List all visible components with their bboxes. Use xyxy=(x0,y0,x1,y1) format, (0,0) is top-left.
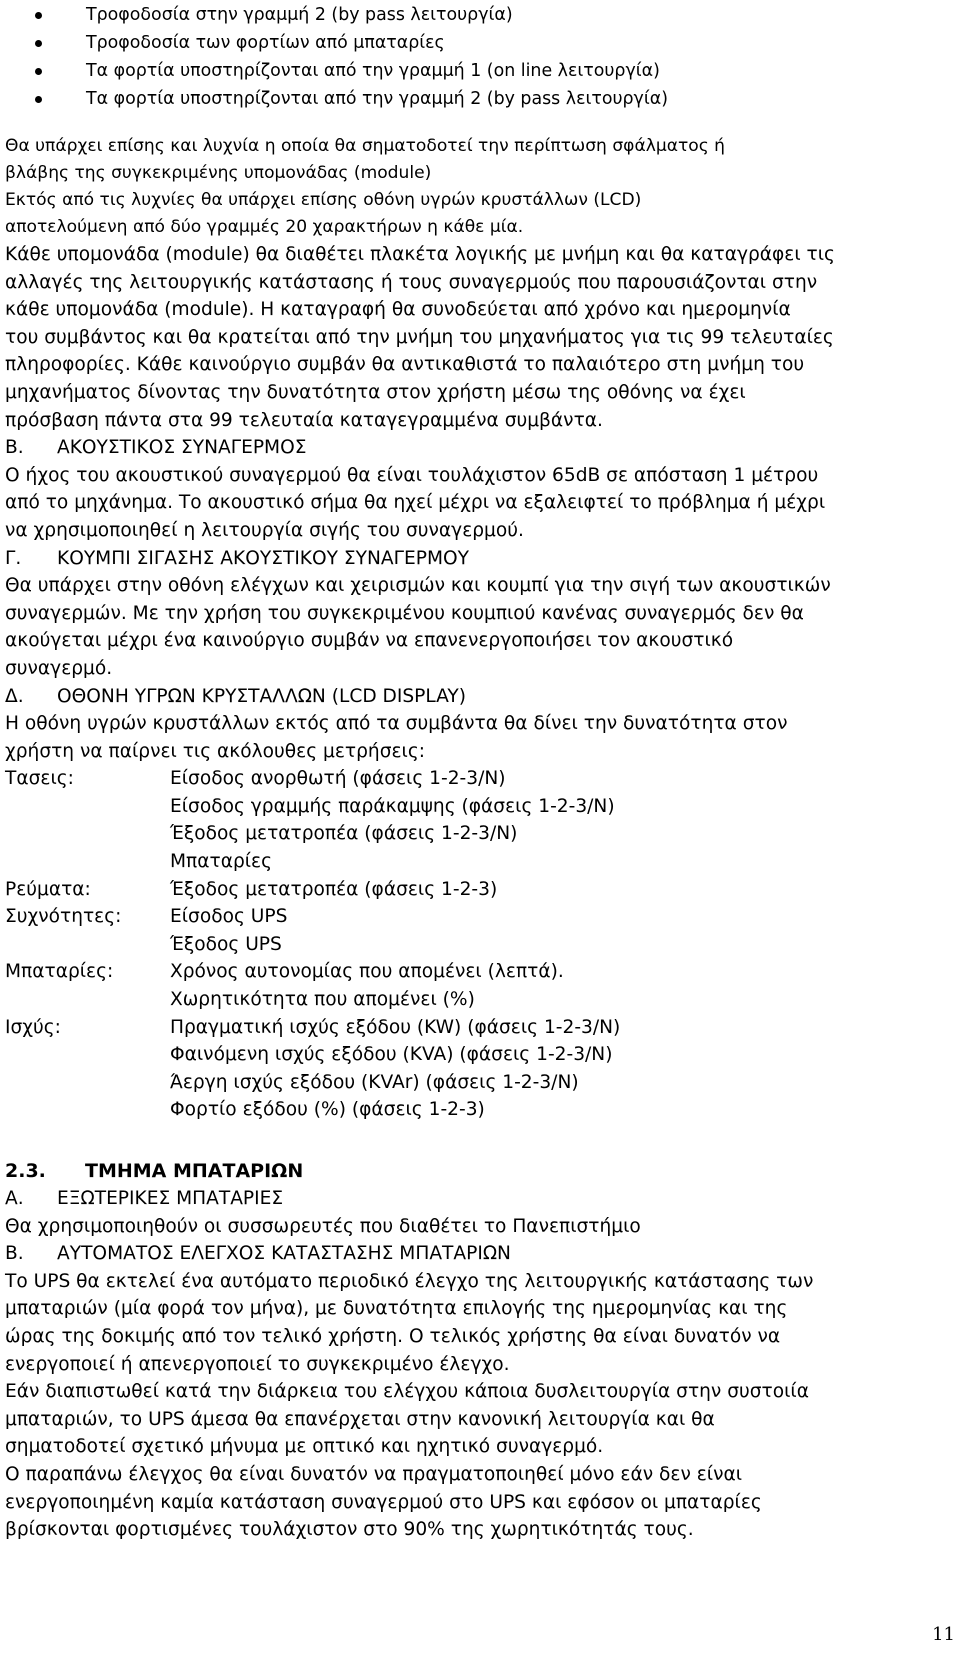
text-line: κάθε υπομονάδα (module). Η καταγραφή θα συνοδεύεται από χρόνο και ημερομηνία xyxy=(5,299,791,321)
section-heading-title: ΕΞΩΤΕΡΙΚΕΣ ΜΠΑΤΑΡΙΕΣ xyxy=(57,1188,284,1209)
lamp-paragraph xyxy=(5,133,925,241)
measurement-label xyxy=(5,820,170,848)
text-line: να χρησιμοποιηθεί η λειτουργία σιγής του συναγερμού. xyxy=(5,519,524,541)
text-line: αλλαγές της λειτουργικής κατάστασης ή τους συναγερμούς που παρουσιάζονται στην xyxy=(5,271,818,293)
text-line: συναγερμό. xyxy=(5,657,113,679)
measurement-row xyxy=(5,765,925,793)
measurement-label xyxy=(5,1096,170,1124)
measurement-row xyxy=(5,848,925,876)
section-heading xyxy=(5,434,925,462)
measurement-row xyxy=(5,986,925,1014)
section-heading xyxy=(5,1185,925,1213)
text-line: σηματοδοτεί σχετικό μήνυμα με οπτικό και ηχητικό συναγερμό. xyxy=(5,1436,604,1458)
measurement-label: Ισχύς: xyxy=(5,1016,61,1038)
measurement-value: Φορτίο εξόδου (%) (φάσεις 1-2-3) xyxy=(170,1099,485,1121)
measurement-label xyxy=(5,793,170,821)
bullet-dot-icon xyxy=(35,68,42,75)
measurement-row xyxy=(5,793,925,821)
section-title-batteries xyxy=(5,1158,925,1185)
text-line: συναγερμών. Με την χρήση του συγκεκριμένου κουμπιού κανένας συναγερμός δεν θα xyxy=(5,602,804,624)
text-line: πληροφορίες. Κάθε καινούργιο συμβάν θα αντικαθιστά το παλαιότερο στη μνήμη του xyxy=(5,354,805,376)
text-line: Το UPS θα εκτελεί ένα αυτόματο περιοδικό έλεγχο της λειτουργικής κατάστασης των xyxy=(5,1270,814,1292)
section-c xyxy=(5,545,925,683)
section-letter: Α. xyxy=(5,1188,24,1209)
section-title-text: ΤΜΗΜΑ ΜΠΑΤΑΡΙΩΝ xyxy=(85,1160,304,1182)
measurement-label: Τασεις: xyxy=(5,768,74,790)
measurement-row xyxy=(5,931,925,959)
section-letter: Β. xyxy=(5,437,24,459)
measurement-row xyxy=(5,1069,925,1097)
bullet-item: Τροφοδοσία στην γραμμή 2 (by pass λειτουργία) xyxy=(5,1,925,29)
text-line: Ο ήχος του ακουστικού συναγερμού θα είναι τουλάχιστον 65dB σε απόσταση 1 μέτρου xyxy=(5,464,819,486)
measurement-label xyxy=(5,848,170,876)
measurement-row xyxy=(5,876,925,904)
section-letter: Δ. xyxy=(5,685,24,707)
measurement-label: Συχνότητες: xyxy=(5,906,122,928)
section-d xyxy=(5,683,925,766)
measurement-row xyxy=(5,903,925,931)
text-line: ενεργοποιημένη καμία κατάσταση συναγερμού στο UPS και εφόσον οι μπαταρίες xyxy=(5,1491,762,1513)
measurement-label: Ρεύματα: xyxy=(5,878,91,900)
measurement-label xyxy=(5,1041,170,1069)
measurement-label: Μπαταρίες: xyxy=(5,961,114,983)
measurement-value: Χρόνος αυτονομίας που απομένει (λεπτά). xyxy=(170,961,564,983)
bullet-dot-icon xyxy=(35,12,42,19)
text-line: Εκτός από τις λυχνίες θα υπάρχει επίσης οθόνη υγρών κρυστάλλων (LCD) xyxy=(5,190,642,210)
text-line: Κάθε υπομονάδα (module) θα διαθέτει πλακέτα λογικής με μνήμη και θα καταγράφει τις xyxy=(5,244,835,265)
measurement-value: Έξοδος μετατροπέα (φάσεις 1-2-3/N) xyxy=(170,823,518,845)
text-line: βρίσκονται φορτισμένες τουλάχιστον στο 90% της χωρητικότητάς τους. xyxy=(5,1519,694,1541)
section-23a xyxy=(5,1185,925,1240)
measurement-value: Έξοδος μετατροπέα (φάσεις 1-2-3) xyxy=(170,878,498,900)
section-heading xyxy=(5,545,925,573)
bullet-item: Τα φορτία υποστηρίζονται από την γραμμή 1 (on line λειτουργία) xyxy=(5,57,925,85)
section-number: 2.3. xyxy=(5,1160,46,1182)
section-heading-title: ΑΥΤΟΜΑΤΟΣ ΕΛΕΓΧΟΣ ΚΑΤΑΣΤΑΣΗΣ ΜΠΑΤΑΡΙΩΝ xyxy=(57,1243,511,1265)
text-line: Θα υπάρχει επίσης και λυχνία η οποία θα σηματοδοτεί την περίπτωση σφάλματος ή xyxy=(5,136,726,156)
bullet-list xyxy=(5,0,925,113)
measurement-row xyxy=(5,958,925,986)
module-paragraph xyxy=(5,241,925,434)
text-line: βλάβης της συγκεκριμένης υπομονάδας (module) xyxy=(5,163,432,183)
section-heading xyxy=(5,1240,925,1268)
text-line: Θα υπάρχει στην οθόνη ελέγχων και χειρισμών και κουμπί για την σιγή των ακουστικών xyxy=(5,575,831,597)
measurement-row xyxy=(5,1096,925,1124)
measurement-value: Είσοδος ανορθωτή (φάσεις 1-2-3/N) xyxy=(170,768,506,790)
measurement-value: Μπαταρίες xyxy=(170,851,273,873)
section-letter: Γ. xyxy=(5,547,22,569)
section-heading xyxy=(5,683,925,711)
text-line: του συμβάντος και θα κρατείται από την μνήμη του μηχανήματος για τις 99 τελευταίες xyxy=(5,326,834,348)
document-page xyxy=(5,0,925,1544)
measurement-value: Άεργη ισχύς εξόδου (KVAr) (φάσεις 1-2-3/N) xyxy=(170,1071,579,1093)
text-line: ώρας της δοκιμής από τον τελικό χρήστη. Ο τελικός χρήστης θα είναι δυνατόν να xyxy=(5,1325,781,1347)
text-line: ενεργοποιεί ή απενεργοποιεί το συγκεκριμένο έλεγχο. xyxy=(5,1353,510,1375)
bullet-dot-icon xyxy=(35,96,42,103)
measurements-list xyxy=(5,765,925,1124)
measurement-value: Χωρητικότητα που απομένει (%) xyxy=(170,989,475,1011)
section-heading-title: ΟΘΟΝΗ ΥΓΡΩΝ ΚΡΥΣΤΑΛΛΩΝ (LCD DISPLAY) xyxy=(57,685,467,707)
bullet-item: Τα φορτία υποστηρίζονται από την γραμμή 2 (by pass λειτουργία) xyxy=(5,85,925,113)
text-line: Εάν διαπιστωθεί κατά την διάρκεια του ελέγχου κάποια δυσλειτουργία στην συστοιία xyxy=(5,1381,809,1403)
measurement-value: Πραγματική ισχύς εξόδου (KW) (φάσεις 1-2-3/N) xyxy=(170,1016,621,1038)
measurement-label xyxy=(5,1069,170,1097)
text-line: Η οθόνη υγρών κρυστάλλων εκτός από τα συμβάντα θα δίνει την δυνατότητα στον xyxy=(5,713,788,735)
section-23b xyxy=(5,1240,925,1544)
text-line: αποτελούμενη από δύο γραμμές 20 χαρακτήρων η κάθε μία. xyxy=(5,217,524,237)
text-line: πρόσβαση πάντα στα 99 τελευταία καταγεγραμμένα συμβάντα. xyxy=(5,409,603,431)
text-line: χρήστη να παίρνει τις ακόλουθες μετρήσεις: xyxy=(5,740,425,762)
bullet-item: Τροφοδοσία των φορτίων από μπαταρίες xyxy=(5,29,925,57)
measurement-value: Φαινόμενη ισχύς εξόδου (KVA) (φάσεις 1-2-3/N) xyxy=(170,1044,613,1066)
section-heading-title: ΚΟΥΜΠΙ ΣΙΓΑΣΗΣ ΑΚΟΥΣΤΙΚΟΥ ΣΥΝΑΓΕΡΜΟΥ xyxy=(57,547,469,569)
section-b xyxy=(5,434,925,544)
text-line: μπαταριών, το UPS άμεσα θα επανέρχεται στην κανονική λειτουργία και θα xyxy=(5,1408,715,1430)
measurement-label xyxy=(5,931,170,959)
measurement-label xyxy=(5,986,170,1014)
measurement-value: Είσοδος UPS xyxy=(170,906,288,928)
text-line: μηχανήματος δίνοντας την δυνατότητα στον χρήστη μέσω της οθόνης να έχει xyxy=(5,381,746,403)
measurement-row xyxy=(5,820,925,848)
measurement-row xyxy=(5,1014,925,1042)
measurement-value: Είσοδος γραμμής παράκαμψης (φάσεις 1-2-3/N) xyxy=(170,795,615,817)
text-line: από το μηχάνημα. Το ακουστικό σήμα θα ηχεί μέχρι να εξαλειφτεί το πρόβλημα ή μέχρι xyxy=(5,492,826,514)
measurement-value: Έξοδος UPS xyxy=(170,933,282,955)
section-heading-title: ΑΚΟΥΣΤΙΚΟΣ ΣΥΝΑΓΕΡΜΟΣ xyxy=(57,437,307,459)
text-line: μπαταριών (μία φορά τον μήνα), με δυνατότητα επιλογής της ημερομηνίας και της xyxy=(5,1298,788,1320)
bullet-dot-icon xyxy=(35,40,42,47)
page-number: 11 xyxy=(932,1624,955,1645)
section-letter: Β. xyxy=(5,1243,24,1265)
text-line: Ο παραπάνω έλεγχος θα είναι δυνατόν να πραγματοποιηθεί μόνο εάν δεν είναι xyxy=(5,1463,743,1485)
measurement-row xyxy=(5,1041,925,1069)
text-line: Θα χρησιμοποιηθούν οι συσσωρευτές που διαθέτει το Πανεπιστήμιο xyxy=(5,1215,641,1237)
text-line: ακούγεται μέχρι ένα καινούργιο συμβάν να επανενεργοποιήσει τον ακουστικό xyxy=(5,630,734,652)
